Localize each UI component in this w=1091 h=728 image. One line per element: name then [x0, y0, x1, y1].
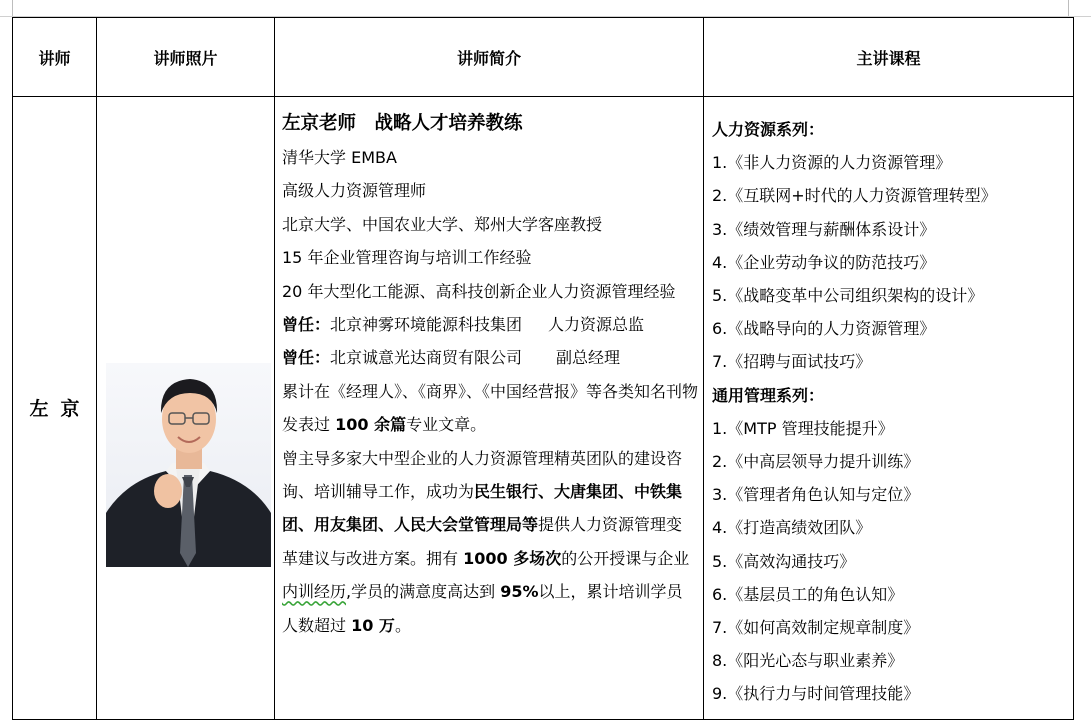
document-top-margin — [0, 0, 1091, 17]
mgmt-course-item: 3.《管理者角色认知与定位》 — [712, 485, 920, 505]
hr-course-item: 6.《战略导向的人力资源管理》 — [712, 319, 936, 339]
hr-course-item: 3.《绩效管理与薪酬体系设计》 — [712, 219, 936, 239]
mgmt-course-item: 7.《如何高效制定规章制度》 — [712, 618, 920, 638]
mgmt-course-item: 8.《阳光心态与职业素养》 — [712, 651, 904, 671]
position-2-role: 副总经理 — [556, 348, 621, 368]
header-photo: 讲师照片 — [97, 18, 275, 97]
hr-course-item: 1.《非人力资源的人力资源管理》 — [712, 153, 952, 173]
spellcheck-underlined-text: 内训经历 — [282, 582, 347, 602]
achievements-paragraph — [282, 442, 698, 642]
lecturer-name: 左京 — [13, 97, 97, 720]
publications-suffix: 专业文章。 — [406, 415, 487, 435]
intro-cell — [275, 97, 704, 720]
lecturer-row — [13, 97, 1074, 720]
hr-series-title: 人力资源系列： — [712, 120, 825, 139]
header-courses: 主讲课程 — [704, 18, 1074, 97]
trainee-count: 10 万 — [351, 615, 395, 635]
header-intro: 讲师简介 — [275, 18, 704, 97]
course-list — [704, 97, 1073, 719]
intro-line-2: 高级人力资源管理师 — [282, 181, 427, 201]
achievements-end: 。 — [394, 615, 411, 635]
lecturer-title: 左京老师 战略人才培养教练 — [282, 113, 523, 134]
satisfaction-rate: 95% — [500, 582, 539, 602]
position-2 — [282, 341, 703, 374]
page-margin-mark-right — [1068, 0, 1069, 16]
lecturer-table — [12, 17, 1074, 720]
portrait-illustration — [106, 363, 271, 567]
publications-count: 100 余篇 — [335, 415, 407, 435]
mgmt-course-item: 1.《MTP 管理技能提升》 — [712, 418, 894, 438]
mgmt-course-item: 2.《中高层领导力提升训练》 — [712, 452, 920, 472]
header-lecturer: 讲师 — [13, 18, 97, 97]
position-1-label: 曾任： — [282, 315, 331, 335]
achievements-text-3: 的公开授课与企业 — [561, 548, 690, 568]
publications-text: 累计在《经理人》、《商界》、《中国经营报》等各类知名刊物发表过 — [282, 381, 699, 435]
achievements-text-5: 以上，累计培训学员人数超过 — [282, 582, 683, 635]
achievements-text-4: ,学员的满意度高达到 — [346, 582, 501, 602]
session-count: 1000 多场次 — [463, 548, 562, 568]
hr-course-item: 7.《招聘与面试技巧》 — [712, 352, 872, 372]
intro-line-1: 清华大学 EMBA — [282, 148, 397, 167]
photo-cell — [97, 97, 275, 720]
client-list: 民生银行、大唐集团、中铁集团、用友集团、人民大会堂管理局等 — [282, 482, 683, 535]
position-1 — [282, 308, 703, 341]
courses-cell — [704, 97, 1074, 720]
mgmt-series-title: 通用管理系列： — [712, 385, 825, 405]
position-1-role: 人力资源总监 — [548, 315, 645, 335]
achievements-text: 曾主导多家大中型企业的人力资源管理精英团队的建设咨询、培训辅导工作，成功为 — [282, 448, 683, 502]
position-2-org: 北京诚意光达商贸有限公司 — [330, 348, 523, 368]
intro-line-4: 15 年企业管理咨询与培训工作经验 — [282, 248, 532, 268]
hr-course-item: 4.《企业劳动争议的防范技巧》 — [712, 252, 936, 272]
lecturer-intro — [275, 97, 703, 652]
achievements-text-2: 提供人力资源管理变革建议与改进方案。拥有 — [282, 515, 683, 568]
header-row — [13, 18, 1074, 97]
mgmt-course-item: 4.《打造高绩效团队》 — [712, 518, 872, 538]
mgmt-course-item: 6.《基层员工的角色认知》 — [712, 584, 904, 604]
hr-course-item: 2.《互联网+时代的人力资源管理转型》 — [712, 186, 997, 206]
lecturer-photo — [106, 363, 271, 567]
hr-course-item: 5.《战略变革中公司组织架构的设计》 — [712, 286, 984, 306]
position-2-label: 曾任： — [282, 348, 331, 368]
publications-paragraph — [282, 375, 698, 442]
mgmt-course-item: 9.《执行力与时间管理技能》 — [712, 684, 920, 704]
page-margin-mark-left — [0, 0, 13, 16]
intro-line-3: 北京大学、中国农业大学、郑州大学客座教授 — [282, 214, 603, 234]
position-1-org: 北京神雾环境能源科技集团 — [330, 315, 523, 335]
mgmt-course-item: 5.《高效沟通技巧》 — [712, 551, 856, 571]
intro-line-5: 20 年大型化工能源、高科技创新企业人力资源管理经验 — [282, 281, 676, 301]
